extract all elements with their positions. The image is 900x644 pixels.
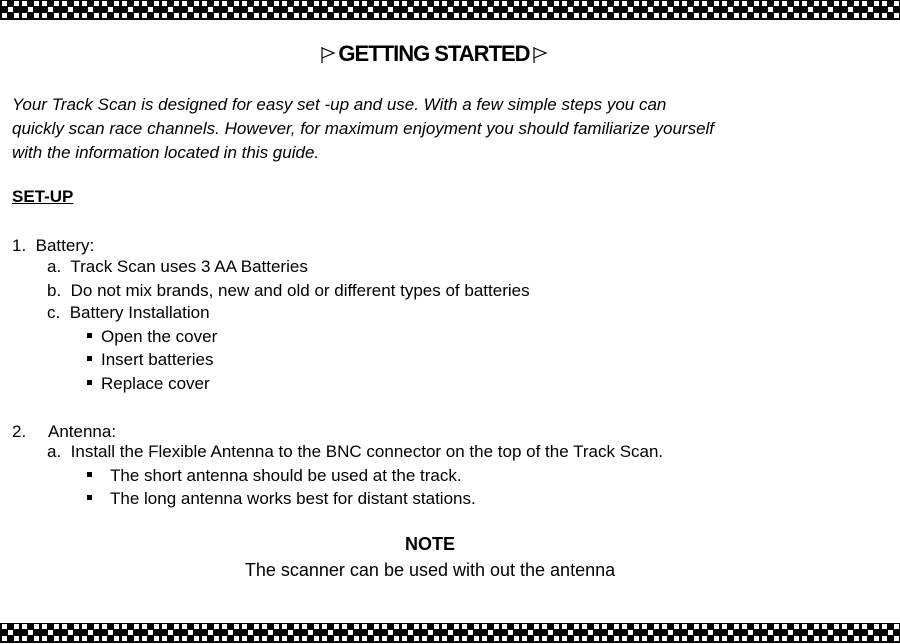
note-heading: NOTE	[404, 534, 455, 554]
flag-icon	[532, 46, 548, 64]
title-text: GETTING STARTED	[338, 41, 530, 66]
battery-number: 1.	[12, 236, 27, 255]
battery-item-a	[47, 257, 308, 277]
square-bullet-icon	[87, 380, 92, 385]
battery-item-c	[47, 303, 210, 323]
square-bullet-icon	[87, 333, 92, 338]
installation-step: Replace cover	[87, 374, 210, 394]
checkered-border-bottom	[0, 623, 900, 643]
list-item-text: Track Scan uses 3 AA Batteries	[70, 257, 308, 276]
list-item-text: Install the Flexible Antenna to the BNC connector on the top of the Track Scan.	[70, 442, 664, 461]
intro-line-2: quickly scan race channels. However, for maximum enjoyment you should familiarize yourself	[12, 119, 715, 138]
square-bullet-icon	[87, 356, 92, 361]
installation-step: Open the cover	[87, 327, 217, 347]
checkered-border-top	[0, 0, 900, 20]
battery-label: Battery:	[35, 236, 95, 255]
square-bullet-icon	[87, 495, 92, 500]
antenna-bullet: The long antenna works best for distant stations.	[87, 489, 476, 509]
antenna-label: Antenna:	[48, 422, 117, 441]
list-letter: a.	[47, 257, 62, 276]
antenna-item-a	[47, 442, 663, 462]
installation-step: Insert batteries	[87, 350, 213, 370]
square-bullet-icon	[87, 472, 92, 477]
list-item-text: Do not mix brands, new and old or different types of batteries	[70, 281, 530, 300]
antenna-number: 2.	[12, 422, 27, 441]
flag-icon	[320, 46, 336, 64]
page-title	[0, 41, 868, 67]
setup-heading: SET-UP	[12, 187, 74, 206]
list-letter: c.	[47, 303, 61, 322]
note-text: The scanner can be used with out the antenna	[244, 560, 616, 580]
antenna-bullet: The short antenna should be used at the track.	[87, 466, 462, 486]
list-letter: a.	[47, 442, 62, 461]
battery-item-b	[47, 281, 530, 301]
intro-line-3: with the information located in this guide.	[12, 143, 320, 162]
battery-heading	[12, 236, 94, 256]
list-letter: b.	[47, 281, 62, 300]
list-item-text: Battery Installation	[69, 303, 210, 322]
intro-line-1: Your Track Scan is designed for easy set -up and use. With a few simple steps you can	[12, 95, 667, 114]
